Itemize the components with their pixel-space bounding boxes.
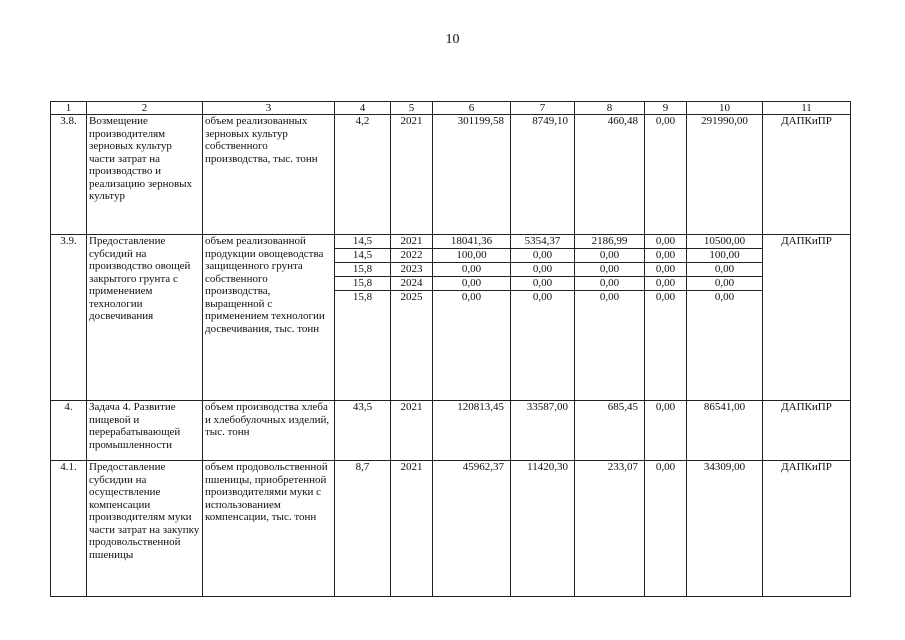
amount-col-7: 0,00 [532, 291, 553, 303]
measure-name: Задача 4. Развитие пищевой и перерабатывающей промышленности [87, 401, 203, 461]
indicator-value-list [335, 235, 391, 401]
table-row [51, 235, 851, 401]
program-table [50, 101, 851, 597]
amount-col-9: 0,00 [645, 249, 686, 263]
total-amount: 301199,58 [433, 115, 511, 235]
header-cell-10: 10 [687, 102, 763, 115]
amount-col-9: 0,00 [645, 461, 687, 597]
amount-col-9: 0,00 [655, 291, 676, 303]
indicator-value: 14,5 [335, 235, 390, 249]
total-amount: 18041,36 [433, 235, 510, 249]
header-cell-7: 7 [511, 102, 575, 115]
indicator-value: 15,8 [335, 263, 390, 277]
header-cell-4: 4 [335, 102, 391, 115]
indicator-value: 4,2 [335, 115, 391, 235]
amount-col-10: 0,00 [687, 263, 762, 277]
measure-name: Предоставление субсидии на осуществление компенсации производителям муки части затрат на закупку продовольственной пшеницы [87, 461, 203, 597]
indicator-name: объем реализованной продукции овощеводства защищенного грунта собственного производства, выращенной с применением технологии досвечивания, тыс. тонн [203, 235, 335, 401]
header-cell-6: 6 [433, 102, 511, 115]
amount-col-8: 0,00 [575, 277, 644, 291]
amount-col-7: 33587,00 [511, 401, 575, 461]
measure-name: Предоставление субсидий на производство овощей закрытого грунта с применением технологии досвечивания [87, 235, 203, 401]
page-number: 10 [445, 32, 460, 47]
amount-col-10: 34309,00 [687, 461, 763, 597]
amount-col-7: 5354,37 [511, 235, 574, 249]
measure-name: Возмещение производителям зерновых культур части затрат на производство и реализацию зерновых культур [87, 115, 203, 235]
amount-col-8: 0,00 [575, 263, 644, 277]
year: 2021 [391, 115, 433, 235]
year: 2021 [391, 235, 432, 249]
header-cell-2: 2 [87, 102, 203, 115]
year: 2021 [391, 461, 433, 597]
amount-col-8: 685,45 [575, 401, 645, 461]
amount-col-8: 460,48 [575, 115, 645, 235]
amount-col-7-list [511, 235, 575, 401]
executor: ДАПКиПР [763, 235, 851, 401]
amount-col-7: 0,00 [511, 249, 574, 263]
year: 2025 [400, 291, 423, 303]
header-cell-11: 11 [763, 102, 851, 115]
year: 2024 [391, 277, 432, 291]
amount-col-10: 291990,00 [687, 115, 763, 235]
amount-col-9-list [645, 235, 687, 401]
row-number: 3.9. [51, 235, 87, 401]
amount-col-10: 0,00 [714, 291, 735, 303]
total-amount: 100,00 [433, 249, 510, 263]
amount-col-9: 0,00 [645, 263, 686, 277]
amount-col-9: 0,00 [645, 277, 686, 291]
amount-col-7: 8749,10 [511, 115, 575, 235]
table-row [51, 461, 851, 597]
indicator-name: объем продовольственной пшеницы, приобретенной производителями муки с использованием компенсации, тыс. тонн [203, 461, 335, 597]
total-amount: 0,00 [433, 263, 510, 277]
indicator-name: объем реализованных зерновых культур собственного производства, тыс. тонн [203, 115, 335, 235]
amount-col-10: 0,00 [687, 277, 762, 291]
amount-col-8-list [575, 235, 645, 401]
total-amount: 45962,37 [433, 461, 511, 597]
indicator-value: 14,5 [335, 249, 390, 263]
amount-col-10: 10500,00 [687, 235, 762, 249]
amount-col-9: 0,00 [645, 401, 687, 461]
amount-col-8: 0,00 [575, 249, 644, 263]
executor: ДАПКиПР [763, 115, 851, 235]
indicator-value: 43,5 [335, 401, 391, 461]
amount-col-7: 11420,30 [511, 461, 575, 597]
year: 2021 [391, 401, 433, 461]
indicator-value: 15,8 [352, 291, 373, 303]
header-cell-8: 8 [575, 102, 645, 115]
row-number: 4.1. [51, 461, 87, 597]
amount-col-10: 86541,00 [687, 401, 763, 461]
total-amount-list [433, 235, 511, 401]
indicator-value: 15,8 [335, 277, 390, 291]
row-number: 4. [51, 401, 87, 461]
header-cell-9: 9 [645, 102, 687, 115]
amount-col-8: 0,00 [599, 291, 620, 303]
year: 2022 [391, 249, 432, 263]
year-list [391, 235, 433, 401]
amount-col-9: 0,00 [645, 115, 687, 235]
year: 2023 [391, 263, 432, 277]
total-amount: 120813,45 [433, 401, 511, 461]
indicator-name: объем производства хлеба и хлебобулочных изделий, тыс. тонн [203, 401, 335, 461]
indicator-value: 8,7 [335, 461, 391, 597]
amount-col-8: 233,07 [575, 461, 645, 597]
amount-col-7: 0,00 [511, 277, 574, 291]
header-cell-1: 1 [51, 102, 87, 115]
amount-col-8: 2186,99 [575, 235, 644, 249]
header-cell-5: 5 [391, 102, 433, 115]
executor: ДАПКиПР [763, 461, 851, 597]
header-cell-3: 3 [203, 102, 335, 115]
table-row [51, 115, 851, 235]
table-row [51, 401, 851, 461]
amount-col-7: 0,00 [511, 263, 574, 277]
total-amount: 0,00 [461, 291, 482, 303]
amount-col-9: 0,00 [645, 235, 686, 249]
header-row [51, 102, 851, 115]
amount-col-10-list [687, 235, 763, 401]
row-number: 3.8. [51, 115, 87, 235]
amount-col-10: 100,00 [687, 249, 762, 263]
executor: ДАПКиПР [763, 401, 851, 461]
total-amount: 0,00 [433, 277, 510, 291]
